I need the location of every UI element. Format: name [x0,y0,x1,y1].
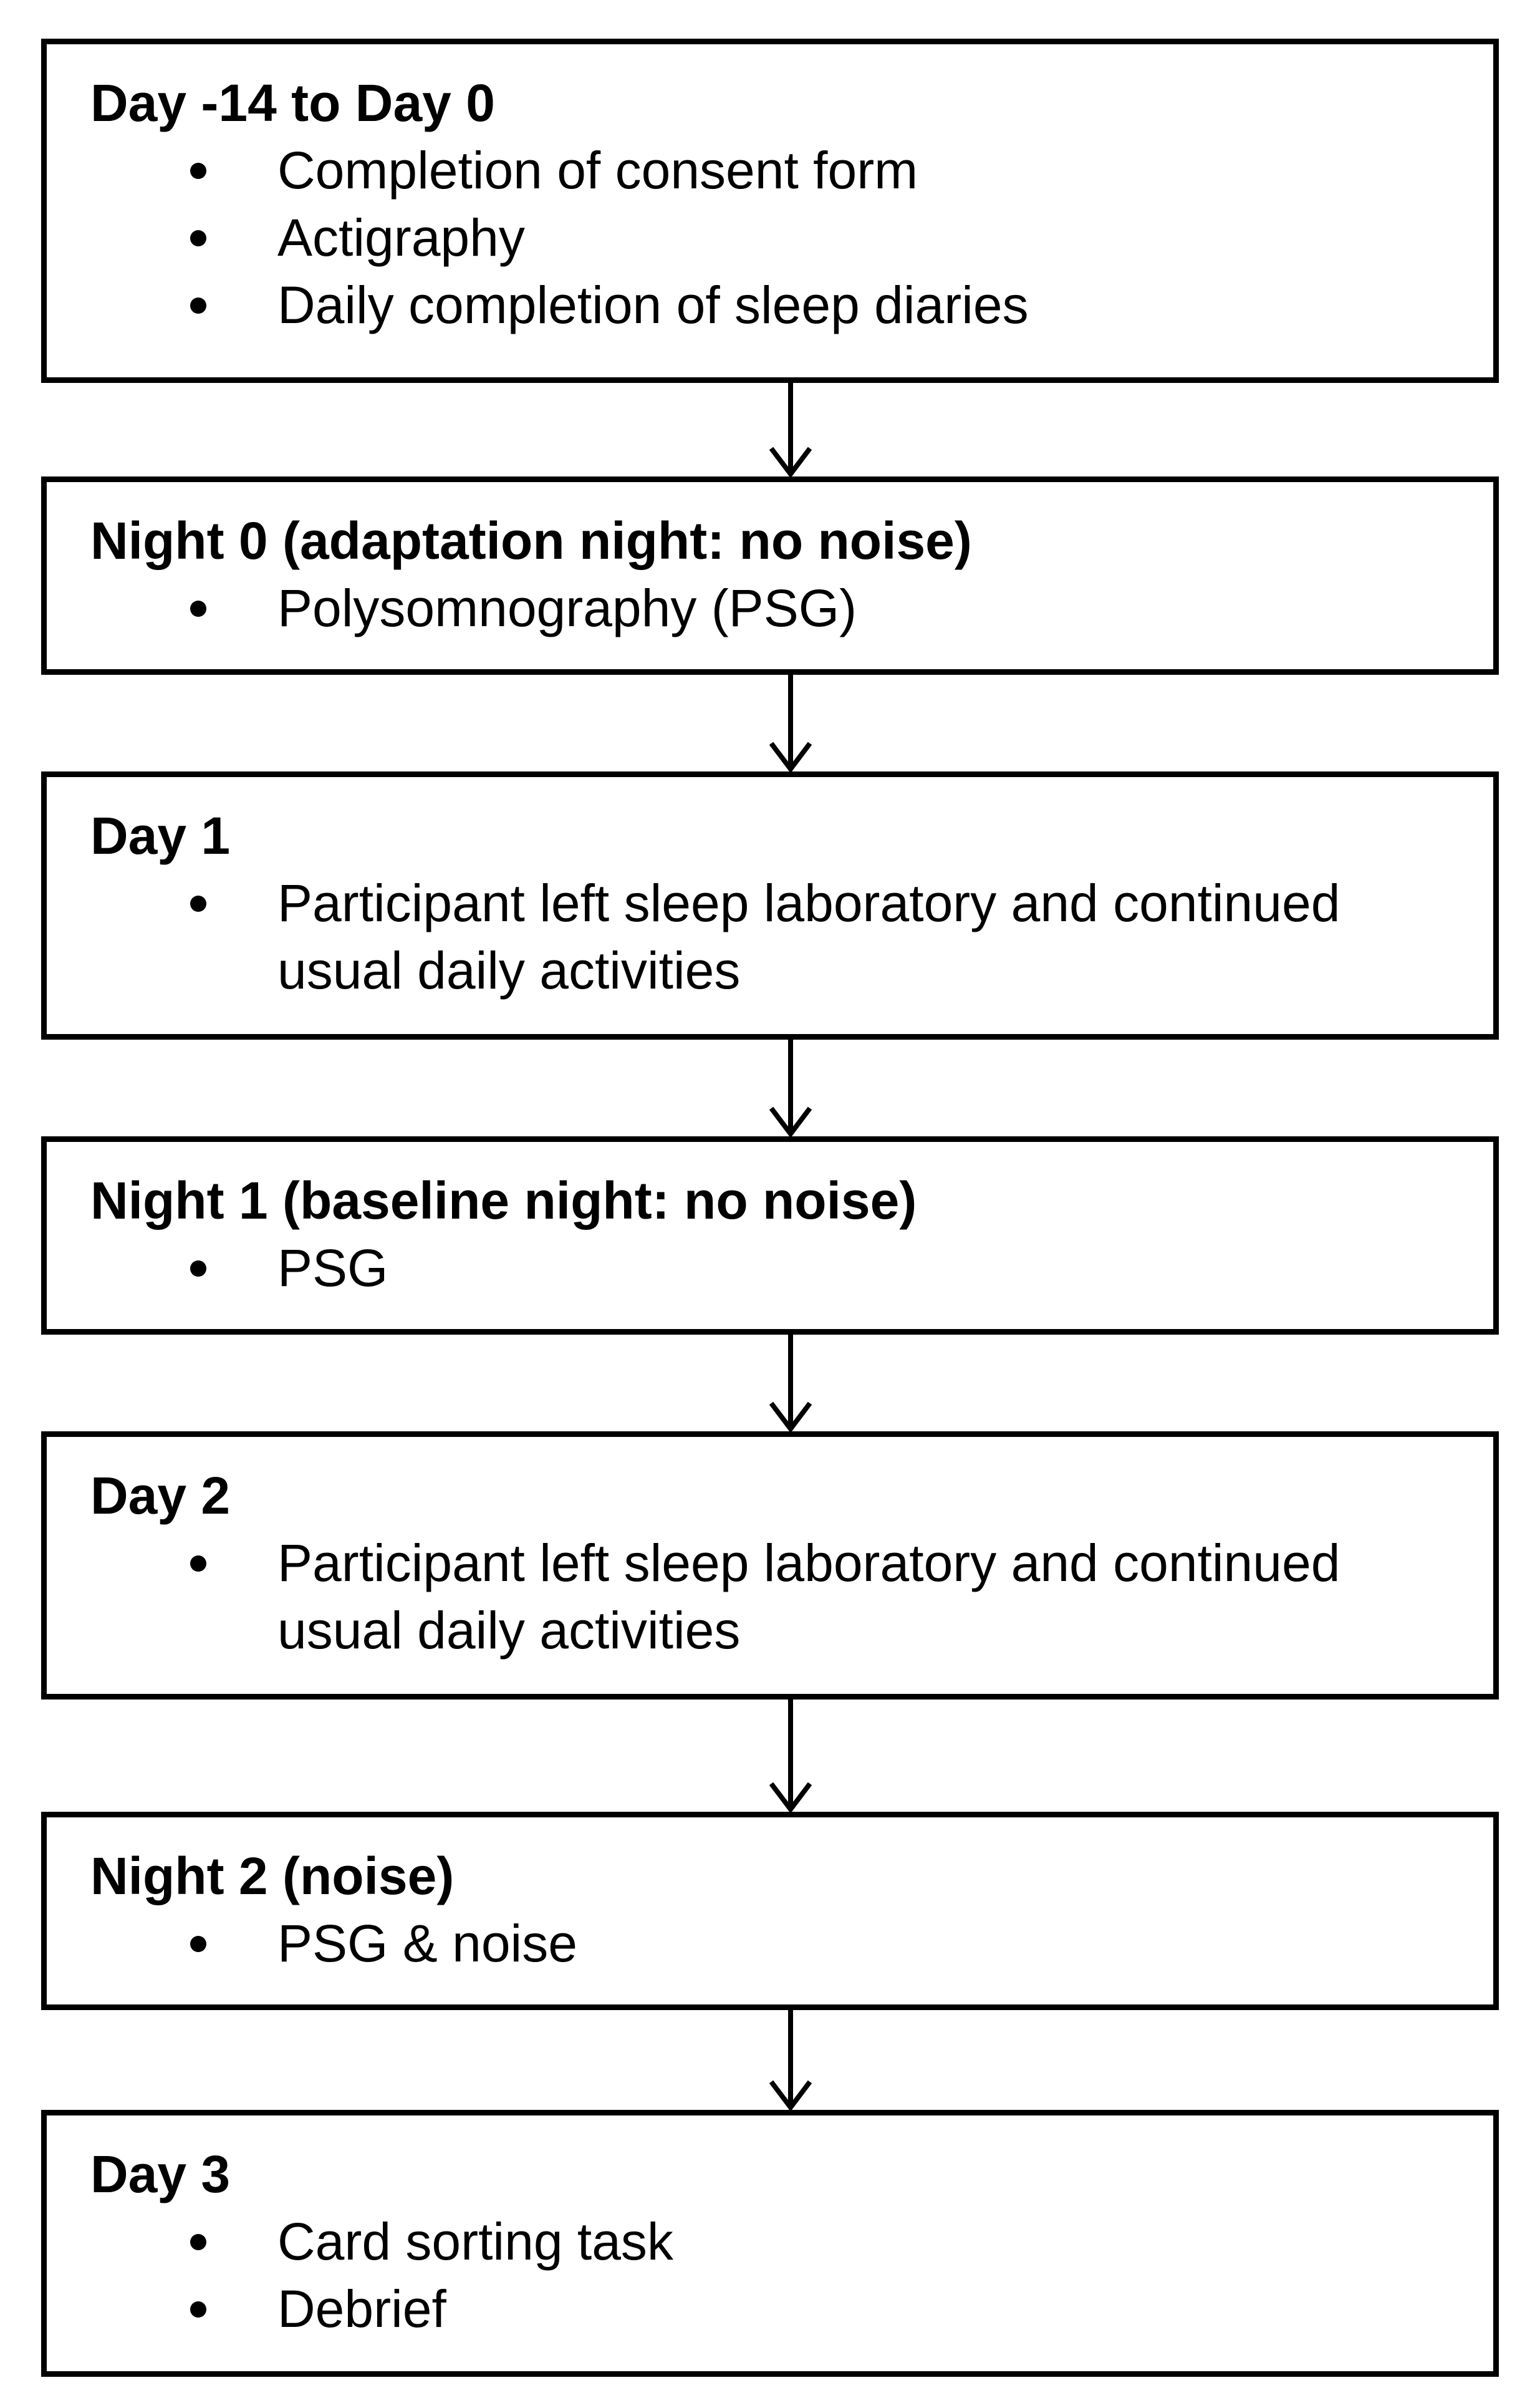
bullet-icon [190,163,206,179]
list-item [90,1529,1493,1664]
step-title: Day 3 [90,2145,231,2203]
bullet-icon [190,896,206,912]
down-arrow-icon [769,1700,812,1812]
step-box-night-2 [41,1812,1499,2010]
down-arrow-icon [769,675,812,771]
down-arrow-icon [769,383,812,476]
list-item-text: Completion of consent form [277,141,918,200]
step-items [90,1910,1493,1977]
step-title: Night 1 (baseline night: no noise) [90,1171,917,1230]
step-box-night-0 [41,476,1499,675]
list-item-text: Actigraphy [277,208,525,267]
list-item-text: Polysomnography (PSG) [277,579,857,637]
bullet-icon [190,601,206,617]
bullet-icon [190,2234,206,2250]
step-box-day-minus14-to-day0 [41,39,1499,383]
list-item-text: Daily completion of sleep diaries [277,276,1029,334]
list-item-text: PSG [277,1239,388,1297]
step-items [90,1234,1493,1302]
list-item [90,271,1493,339]
list-item [90,1234,1493,1302]
list-item-text: Card sorting task [277,2212,673,2271]
step-title: Day -14 to Day 0 [90,74,495,132]
step-items [90,137,1493,339]
step-title: Day 1 [90,806,231,865]
down-arrow-icon [769,1335,812,1431]
step-title: Night 2 (noise) [90,1847,455,1905]
step-items [90,869,1493,1004]
list-item [90,204,1493,271]
list-item-text: Debrief [277,2280,446,2338]
list-item-text: PSG & noise [277,1914,577,1973]
step-title: Day 2 [90,1466,231,1525]
down-arrow-icon [769,2010,812,2110]
list-item [90,1910,1493,1977]
list-item [90,137,1493,204]
down-arrow-icon [769,1040,812,1136]
bullet-icon [190,1936,206,1952]
bullet-icon [190,1260,206,1277]
step-title: Night 0 (adaptation night: no noise) [90,511,972,570]
step-box-night-1 [41,1136,1499,1335]
bullet-icon [190,230,206,246]
step-box-day-3 [41,2110,1499,2377]
list-item [90,869,1493,1004]
bullet-icon [190,1555,206,1572]
list-item-text: Participant left sleep laboratory and continued usual daily activities [277,874,1340,1000]
bullet-icon [190,2301,206,2318]
step-box-day-1 [41,771,1499,1040]
step-items [90,2208,1493,2343]
list-item [90,574,1493,642]
list-item [90,2275,1493,2343]
list-item-text: Participant left sleep laboratory and continued usual daily activities [277,1534,1340,1660]
step-box-day-2 [41,1431,1499,1700]
list-item [90,2208,1493,2275]
step-items [90,574,1493,642]
bullet-icon [190,297,206,314]
step-items [90,1529,1493,1664]
